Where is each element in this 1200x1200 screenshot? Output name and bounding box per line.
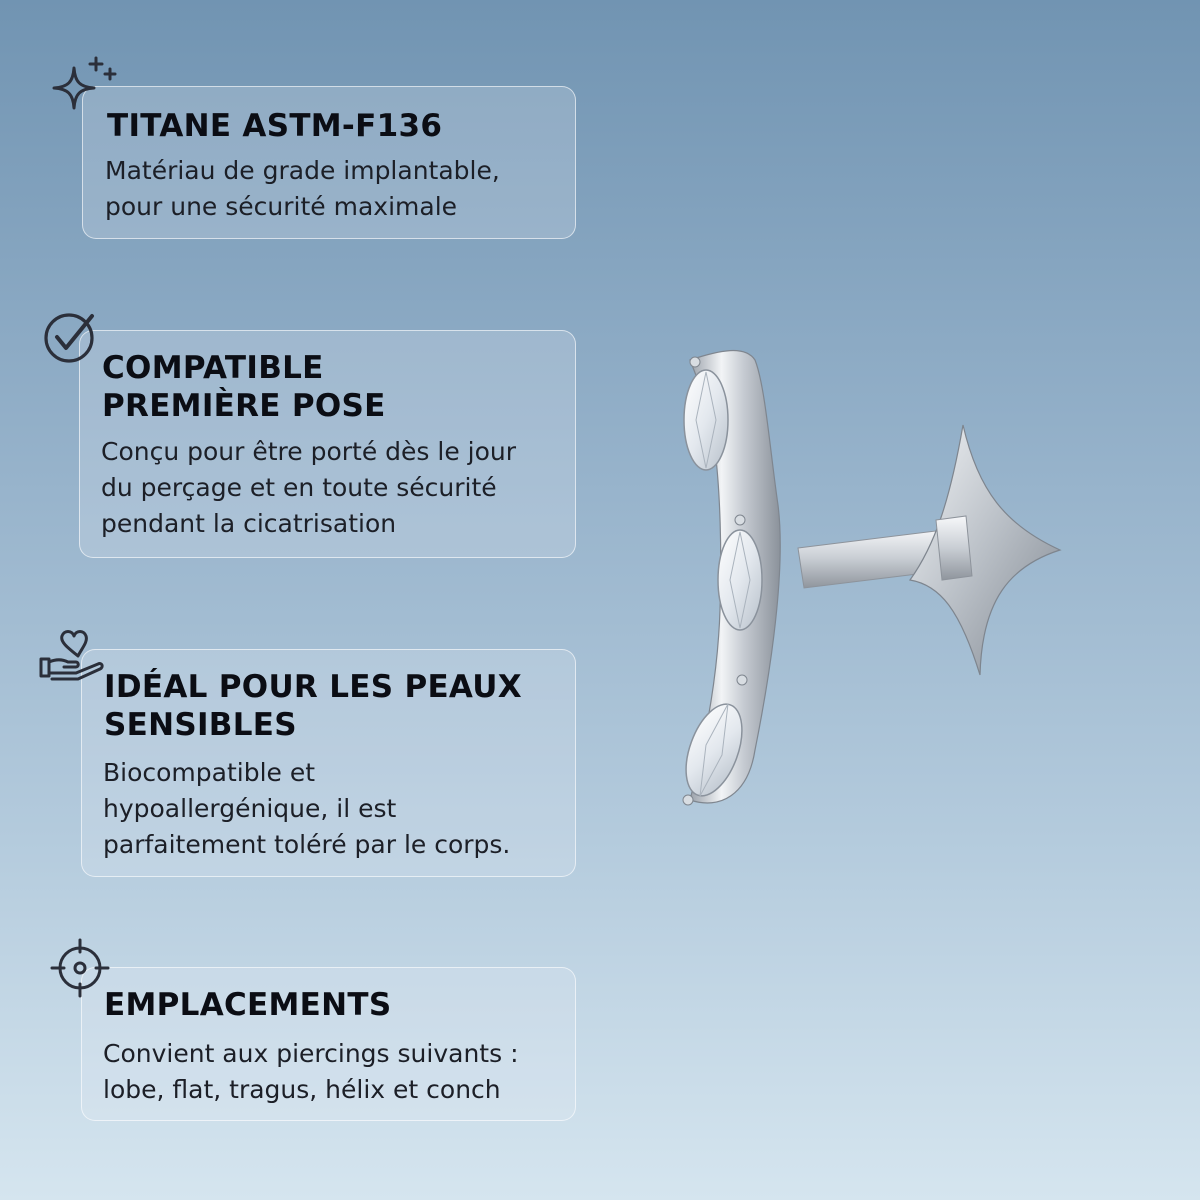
feature-card-sensitive-skin [81, 649, 576, 877]
feature-description: Convient aux piercings suivants : lobe, flat, tragus, hélix et conch [103, 1039, 519, 1104]
feature-title: TITANE ASTM-F136 [107, 108, 443, 144]
sparkle-icon [44, 54, 118, 118]
heart-hand-icon [38, 626, 108, 682]
crosshair-icon [50, 938, 110, 998]
feature-title: IDÉAL POUR LES PEAUX SENSIBLES [104, 669, 522, 743]
feature-card-titanium [82, 86, 576, 239]
product-image [660, 330, 1080, 834]
check-circle-icon [42, 310, 100, 366]
feature-description: Matériau de grade implantable, pour une sécurité maximale [105, 156, 500, 221]
feature-description: Conçu pour être porté dès le jour du perçage et en toute sécurité pendant la cicatrisation [101, 437, 517, 538]
feature-title: EMPLACEMENTS [104, 987, 392, 1023]
feature-card-first-piercing [79, 330, 576, 558]
feature-description: Biocompatible et hypoallergénique, il est parfaitement toléré par le corps. [103, 758, 511, 859]
feature-title: COMPATIBLE PREMIÈRE POSE [102, 350, 386, 424]
feature-card-placements [81, 967, 576, 1121]
